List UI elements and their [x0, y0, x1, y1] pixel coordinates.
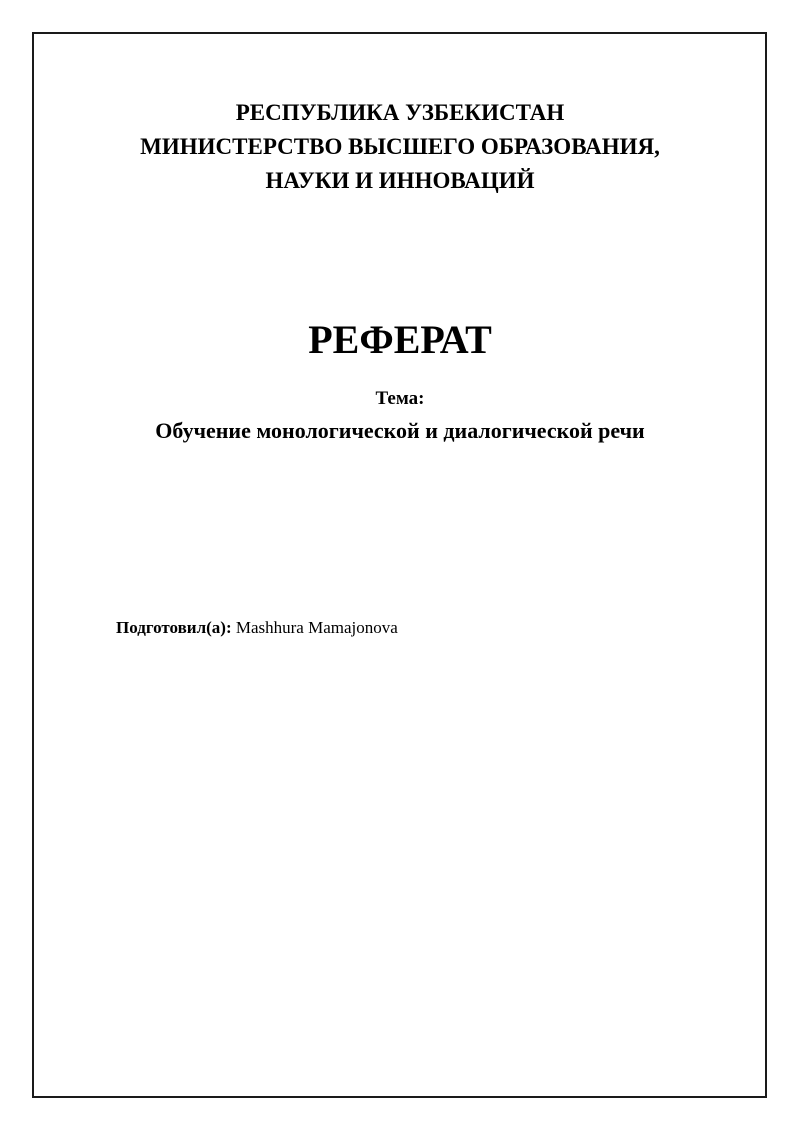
topic-value: Обучение монологической и диалогической речи	[155, 418, 645, 443]
header-line-science: НАУКИ И ИННОВАЦИЙ	[265, 168, 535, 193]
document-title: РЕФЕРАТ	[308, 317, 492, 362]
topic-label: Тема:	[375, 388, 425, 409]
header-line-country: РЕСПУБЛИКА УЗБЕКИСТАН	[235, 100, 565, 125]
prepared-by	[116, 616, 398, 640]
ministry-header	[0, 96, 800, 198]
author-name: Mashhura Mamajonova	[235, 618, 398, 637]
prepared-by-label: Подготовил(а):	[116, 618, 232, 637]
header-line-ministry: МИНИСТЕРСТВО ВЫСШЕГО ОБРАЗОВАНИЯ,	[140, 134, 660, 159]
